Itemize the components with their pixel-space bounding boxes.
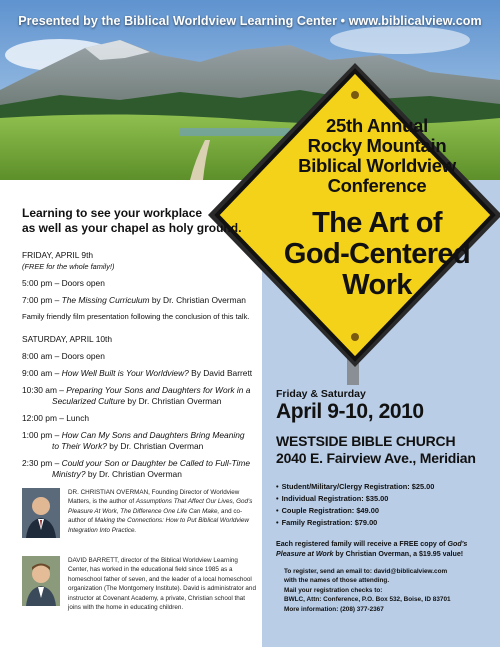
- schedule-item: [22, 368, 260, 379]
- contact-email: To register, send an email to: david@biblicalview.com: [284, 568, 448, 575]
- bio-text: [68, 488, 258, 535]
- venue-name: WESTSIDE BIBLE CHURCH: [276, 433, 456, 449]
- contact-phone: More information: (208) 377-2367: [284, 605, 384, 613]
- item-time: 10:30 am –: [22, 385, 67, 395]
- contact-info: [276, 567, 491, 614]
- title-line-2: God-Centered: [283, 238, 471, 270]
- registration-list: [276, 481, 491, 529]
- item-time: 1:00 pm –: [22, 430, 62, 440]
- film-note: Family friendly film presentation following the conclusion of this talk.: [22, 312, 250, 321]
- title-line-1: The Art of: [312, 207, 442, 239]
- item-time: 7:00 pm –: [22, 295, 62, 305]
- gift-offer: [276, 539, 491, 559]
- registration-item: • Individual Registration: $35.00: [276, 493, 491, 505]
- tagline-line-2: as well as your chapel as holy ground.: [22, 221, 242, 235]
- item-speaker: by Dr. Christian Overman: [149, 295, 246, 305]
- friday-schedule: [22, 250, 260, 322]
- item-title: The Missing Curriculum: [61, 295, 150, 305]
- contact-address: BWLC, Attn: Conference, P.O. Box 532, Boise, ID 83701: [284, 596, 451, 604]
- venue: [276, 433, 491, 467]
- item-continued: [22, 441, 260, 452]
- schedule-item: [22, 430, 260, 452]
- tagline-line-1: Learning to see your workplace: [22, 206, 203, 220]
- bio-barrett: [22, 556, 258, 612]
- registration-item: • Family Registration: $79.00: [276, 517, 491, 529]
- item-title-cont: to Their Work?: [52, 441, 107, 451]
- event-days: Friday & Saturday: [276, 388, 366, 400]
- schedule-item: [22, 385, 260, 407]
- saturday-heading: SATURDAY, APRIL 10th: [22, 334, 112, 344]
- item-title-cont: Secularized Culture: [52, 396, 126, 406]
- schedule-column: [22, 206, 260, 480]
- bio-text: DAVID BARRETT, director of the Biblical Worldview Learning Center, has worked in the educational field since 1985 as a homeschool father of seven, and the leader of a local homeschool organization (The Montgomery Institute). David is administrator and instructor at Covenant Academy, a private, Christian school that joins with the home in educating children.: [68, 557, 256, 612]
- item-title-cont: Ministry?: [52, 469, 86, 479]
- gift-text: Each registered family will receive a FREE copy of: [276, 540, 448, 548]
- item-time: 9:00 am –: [22, 368, 62, 378]
- speaker-photo: [22, 556, 60, 606]
- conference-label: Conference: [327, 175, 427, 196]
- item-title: Could your Son or Daughter be Called to Full-Time: [61, 458, 251, 468]
- schedule-item: [22, 413, 260, 424]
- saturday-schedule: [22, 334, 260, 480]
- bio-overman: [22, 488, 258, 535]
- item-speaker: By David Barrett: [188, 368, 253, 378]
- schedule-item: [22, 278, 260, 289]
- friday-heading: FRIDAY, APRIL 9th: [22, 250, 94, 260]
- gift-text: by Christian Overman, a $19.95 value!: [333, 550, 464, 558]
- gift-book: God's Pleasure at Work: [276, 540, 468, 558]
- item-title: How Well Built is Your Worldview?: [61, 368, 189, 378]
- bio-part: and co-author of: [68, 507, 243, 525]
- bio-part: DR. CHRISTIAN OVERMAN, Founding Director of Worldview Matters, is the author of: [68, 489, 240, 506]
- tagline: [22, 206, 260, 236]
- conference-title: [262, 208, 492, 301]
- bio-books: Assumptions That Affect Our Lives, God's Pleasure At Work, The Difference One Life Can Make,: [68, 498, 253, 515]
- event-dates: April 9-10, 2010: [276, 400, 424, 423]
- registration-item: • Couple Registration: $49.00: [276, 505, 491, 517]
- registration-item: • Student/Military/Clergy Registration: $25.00: [276, 481, 491, 493]
- event-info: [276, 388, 491, 614]
- speaker-photo: [22, 488, 60, 538]
- item-speaker: by Dr. Christian Overman: [125, 396, 222, 406]
- contact-line: with the names of those attending.: [284, 577, 390, 585]
- schedule-item: [22, 458, 260, 480]
- schedule-item: [22, 295, 260, 306]
- venue-address: 2040 E. Fairview Ave., Meridian: [276, 450, 476, 466]
- item-time: 8:00 am – Doors open: [22, 351, 105, 361]
- bio-books: Making the Connections: How to Put Biblical Worldview Integration Into Practice.: [68, 517, 249, 534]
- item-continued: [22, 396, 260, 407]
- banner-text: Presented by the Biblical Worldview Learning Center • www.biblicalview.com: [18, 14, 482, 28]
- friday-note: (FREE for the whole family!): [22, 262, 115, 271]
- conference-subject: Biblical Worldview: [298, 155, 456, 176]
- item-time: 2:30 pm –: [22, 458, 62, 468]
- item-time: 5:00 pm – Doors open: [22, 278, 105, 288]
- contact-line: Mail your registration checks to:: [284, 586, 383, 594]
- sign-text: [262, 116, 492, 301]
- item-title: Preparing Your Sons and Daughters for Work in a: [66, 385, 251, 395]
- title-line-3: Work: [342, 269, 412, 301]
- item-time: 12:00 pm – Lunch: [22, 413, 90, 423]
- item-title: How Can My Sons and Daughters Bring Meaning: [61, 430, 245, 440]
- item-speaker: by Dr. Christian Overman: [106, 441, 204, 451]
- conference-edition: 25th Annual: [326, 115, 428, 136]
- conference-region: Rocky Mountain: [307, 135, 447, 156]
- item-continued: [22, 469, 260, 480]
- schedule-item: [22, 351, 260, 362]
- item-speaker: by Dr. Christian Overman: [85, 469, 182, 479]
